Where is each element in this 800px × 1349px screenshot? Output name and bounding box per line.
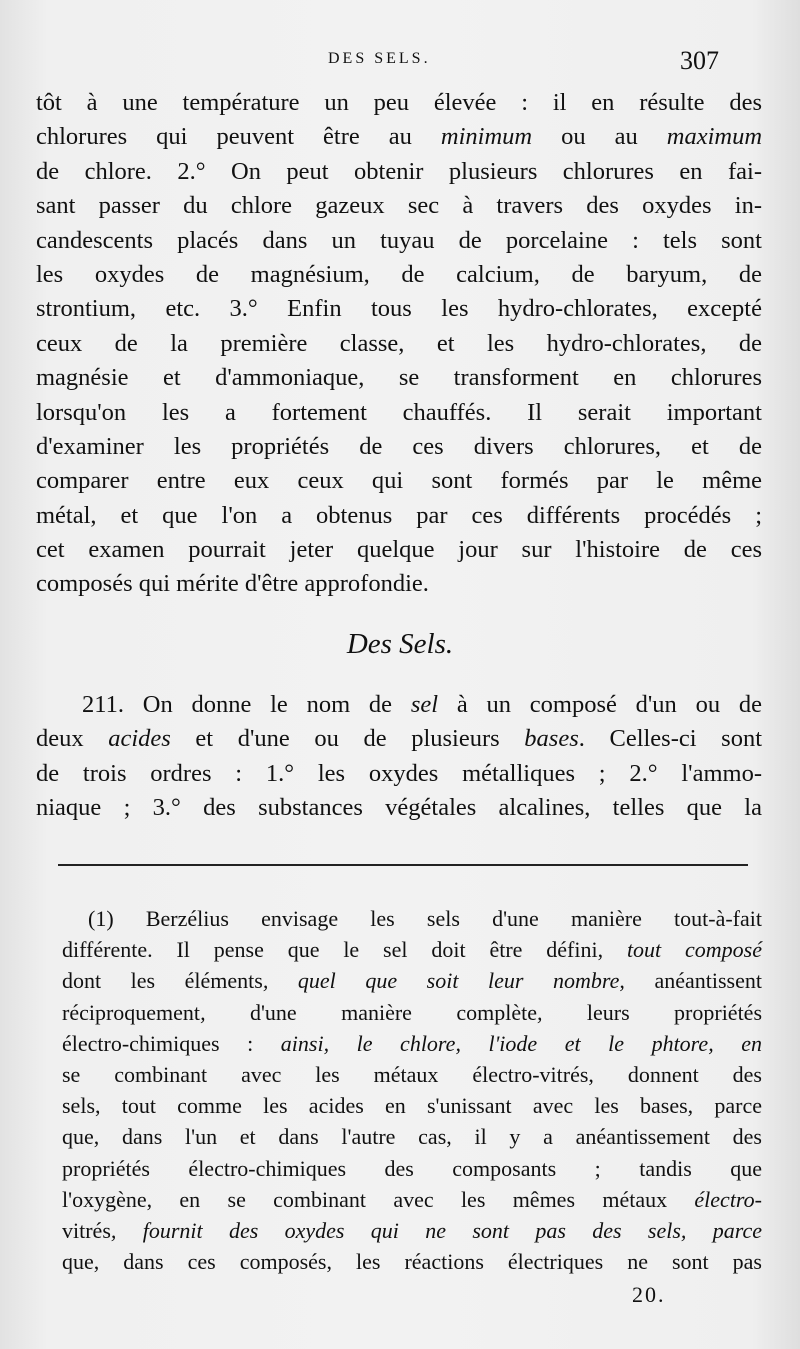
italic-text: bases	[524, 725, 579, 753]
italic-text: , fournit des oxydes qui ne sont pas des sels, parce	[110, 1217, 762, 1243]
text-segment: . Celles-ci sont	[578, 725, 763, 753]
signature-mark: 20.	[632, 1282, 666, 1307]
italic-text: sel	[410, 691, 439, 718]
text-line: de chlore. 2.° On peut obtenir plusieurs chlorures en fai-	[36, 157, 762, 185]
text-segment: ou au	[532, 123, 667, 151]
text-line: d'examiner les propriétés de ces divers chlorures, et de	[36, 432, 762, 460]
text-segment: vitrés	[62, 1217, 111, 1243]
running-head	[0, 46, 800, 76]
text-segment: électro-chimiques :	[62, 1030, 254, 1056]
text-segment: 211. On donne le nom de	[82, 691, 411, 718]
text-line: lorsqu'on les a fortement chauffés. Il serait important	[36, 398, 762, 426]
text-segment: différente. Il pense que le sel doit être défini,	[62, 937, 627, 963]
text-segment: d'une manière complète	[249, 999, 537, 1025]
text-line	[36, 120, 762, 154]
text-segment: deux	[36, 725, 109, 753]
footnote-line: que, dans l'un et dans l'autre cas, il y a anéantissement des	[62, 1124, 762, 1150]
footnote	[62, 903, 762, 1277]
text-segment: dont les éléments	[62, 968, 263, 994]
text-line: comparer entre eux ceux qui sont formés par le même	[36, 467, 762, 495]
italic-text: acides	[108, 725, 171, 753]
italic-text: ,	[200, 999, 250, 1025]
italic-text: , quel que soit leur nombre,	[262, 968, 655, 994]
italic-text: ainsi, le chlore, l'iode et le phtore, en	[253, 1030, 762, 1056]
text-line: de trois ordres : 1.° les oxydes métalliques ; 2.° l'ammo-	[36, 759, 762, 787]
text-line: strontium, etc. 3.° Enfin tous les hydro-chlorates, excepté	[36, 295, 762, 323]
text-segment: chlorures qui peuvent être au	[36, 123, 441, 151]
footnote-line	[62, 1184, 762, 1215]
text-segment: leurs propriétés	[586, 999, 763, 1025]
text-line: candescents placés dans un tuyau de porcelaine : tels sont	[36, 226, 762, 254]
footnote-line	[62, 965, 762, 996]
footnote-line: se combinant avec les métaux électro-vitrés, donnent des	[62, 1061, 762, 1087]
footnote-line: (1) Berzélius envisage les sels d'une manière tout-à-fait	[88, 906, 762, 931]
footnote-line	[62, 997, 762, 1028]
text-line: sant passer du chlore gazeux sec à travers des oxydes in-	[36, 192, 762, 220]
footnote-line: propriétés électro-chimiques des composants ; tandis que	[62, 1155, 762, 1181]
footnote-line	[62, 934, 762, 965]
text-segment: anéantissent	[654, 968, 762, 994]
running-head-title: DES SELS.	[328, 50, 431, 67]
text-segment: l'oxygène, en se combinant avec les mêmes métaux	[62, 1186, 695, 1212]
text-line	[36, 688, 762, 722]
text-line: les oxydes de magnésium, de calcium, de baryum, de	[36, 260, 762, 288]
footnote-line	[62, 1028, 762, 1059]
text-line: cet examen pourrait jeter quelque jour sur l'histoire de ces	[36, 536, 762, 564]
text-line: niaque ; 3.° des substances végétales alcalines, telles que la	[36, 794, 762, 822]
text-line: magnésie et d'ammoniaque, se transforment en chlorures	[36, 364, 762, 392]
italic-text: minimum	[440, 123, 533, 151]
text-segment: réciproquement	[62, 999, 201, 1025]
section-heading: Des Sels.	[346, 628, 454, 660]
text-segment: à un composé d'un ou de	[438, 691, 762, 718]
footnote-divider	[58, 864, 748, 866]
footnote-line	[62, 1215, 762, 1246]
footnote-line: sels, tout comme les acides en s'unissant avec les bases, parce	[62, 1093, 762, 1119]
italic-text: ,	[536, 999, 587, 1025]
text-segment: et d'une ou de plusieurs	[170, 725, 525, 753]
italic-text: électro-	[694, 1186, 762, 1212]
italic-text: tout composé	[626, 937, 762, 963]
text-line: tôt à une température un peu élevée : il en résulte des	[36, 89, 762, 116]
text-line: composés qui mérite d'être approfondie.	[36, 570, 429, 598]
text-line: ceux de la première classe, et les hydro-chlorates, de	[36, 329, 762, 357]
paragraph-sels	[36, 688, 762, 826]
italic-text: maximum	[666, 123, 763, 151]
page-number: 307	[680, 46, 719, 75]
text-line	[36, 722, 762, 756]
text-line: métal, et que l'on a obtenus par ces différents procédés ;	[36, 501, 762, 529]
paragraph-chlorures	[36, 86, 762, 602]
footnote-line: que, dans ces composés, les réactions électriques ne sont pas	[62, 1249, 762, 1275]
